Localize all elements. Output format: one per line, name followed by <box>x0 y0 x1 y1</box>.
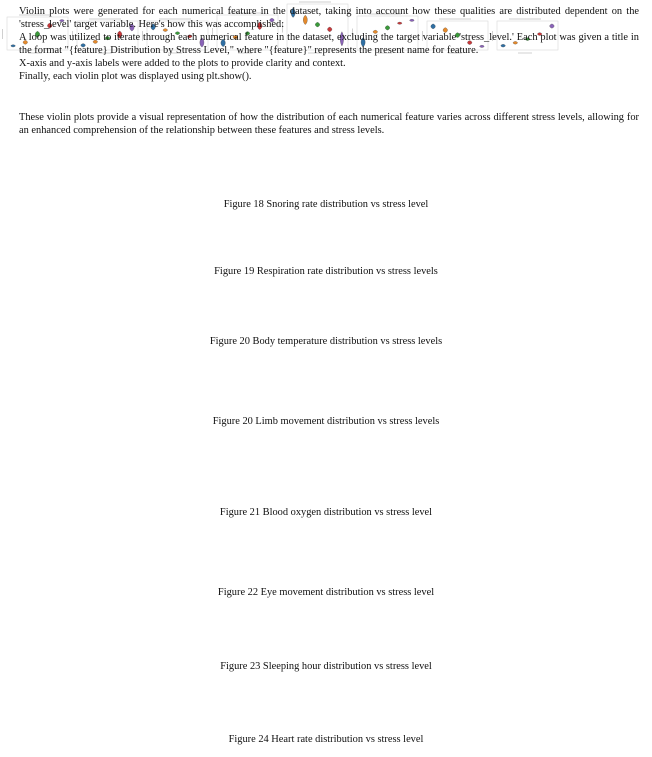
figure-caption-5: Figure 21 Blood oxygen distribution vs stress level <box>219 507 433 518</box>
summary-paragraph <box>19 111 639 137</box>
intro-sentence-3: X-axis and y-axis labels were added to the plots to provide clarity and context. <box>19 58 346 69</box>
figure-caption-8: Figure 24 Heart rate distribution vs stress level <box>228 734 424 745</box>
violin-stress-level-0 <box>11 45 16 47</box>
intro-sentence-1: Violin plots were generated for each numerical feature in the dataset, taking into account how these qualities are distributed dependent on the 'stress_level' target variable. Here's how this was accomplished: <box>19 6 639 30</box>
intro-sentence-4: Finally, each violin plot was displayed using plt.show(). <box>19 71 252 82</box>
figure-caption-7: Figure 23 Sleeping hour distribution vs stress level <box>220 661 432 672</box>
figure-caption-2: Figure 19 Respiration rate distribution vs stress levels <box>214 266 438 277</box>
figure-caption-3: Figure 20 Body temperature distribution vs stress levels <box>209 336 443 347</box>
intro-paragraph <box>19 5 639 83</box>
figure-caption-1: Figure 18 Snoring rate distribution vs stress level <box>223 199 429 210</box>
intro-sentence-2: A loop was utilized to iterate through each numerical feature in the dataset, excluding the target variable 'stress_level.' Each plot was given a title in the format "{feature} Distribution by Stress Level," where "{feature}" represents the present name for feature. <box>19 32 639 56</box>
figure-caption-4: Figure 20 Limb movement distribution vs stress levels <box>212 416 440 427</box>
figure-caption-6: Figure 22 Eye movement distribution vs stress level <box>217 587 435 598</box>
summary-text: These violin plots provide a visual representation of how the distribution of each numerical feature varies across different stress levels, allowing for an enhanced comprehension of the relationship between these features and stress levels. <box>19 112 639 136</box>
